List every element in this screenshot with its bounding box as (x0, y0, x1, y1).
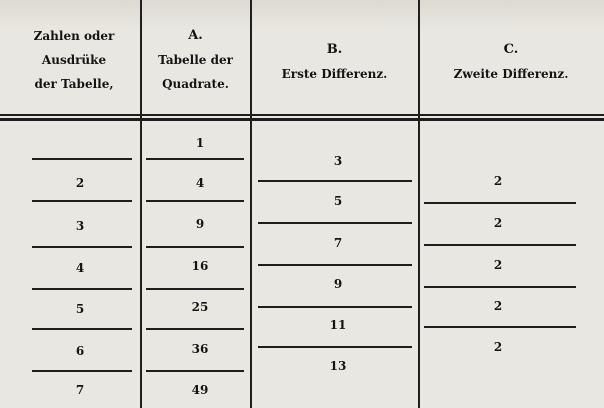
col2-value: 3 (333, 154, 343, 168)
row-rule (32, 328, 132, 330)
header-line: Tabelle der (158, 53, 233, 67)
col2-value: 7 (333, 236, 343, 250)
header-col1 (143, 24, 248, 96)
col2-value: 9 (333, 277, 343, 291)
col1-value: 9 (195, 217, 205, 231)
row-rule (424, 326, 576, 328)
column-rule (250, 0, 252, 408)
header-col0 (10, 24, 138, 96)
header-line: Zahlen oder (33, 29, 115, 43)
row-rule (146, 158, 244, 160)
col2-value: 13 (329, 359, 347, 373)
row-rule (32, 370, 132, 372)
col1-value: 1 (195, 136, 205, 150)
row-rule (146, 370, 244, 372)
row-rule (146, 200, 244, 202)
header-line: Erste Differenz. (281, 67, 388, 81)
row-rule (424, 286, 576, 288)
header-line: Zweite Differenz. (453, 67, 569, 81)
col2-value: 11 (329, 318, 347, 332)
row-rule (32, 288, 132, 290)
row-rule (32, 158, 132, 160)
col0-value: 6 (75, 344, 85, 358)
column-rule (140, 0, 142, 408)
col1-value: 16 (191, 259, 209, 273)
header-line: Ausdrüke (41, 53, 107, 67)
col3-value: 2 (493, 174, 503, 188)
row-rule (258, 264, 412, 266)
col3-value: 2 (493, 258, 503, 272)
col0-value: 4 (75, 261, 85, 275)
header-rule (0, 114, 604, 116)
row-rule (146, 246, 244, 248)
row-rule (424, 244, 576, 246)
col0-value: 5 (75, 302, 85, 316)
header-col2 (253, 38, 416, 86)
row-rule (258, 222, 412, 224)
row-rule (258, 180, 412, 182)
row-rule (146, 328, 244, 330)
col1-value: 4 (195, 176, 205, 190)
col1-value: 25 (191, 300, 209, 314)
col3-value: 2 (493, 299, 503, 313)
col1-value: 36 (191, 342, 209, 356)
header-line: Quadrate. (162, 77, 229, 91)
col2-value: 5 (333, 194, 343, 208)
row-rule (258, 306, 412, 308)
header-letter: A. (188, 28, 203, 43)
row-rule (258, 346, 412, 348)
header-line: der Tabelle, (34, 77, 114, 91)
col0-value: 3 (75, 219, 85, 233)
row-rule (32, 200, 132, 202)
col3-value: 2 (493, 216, 503, 230)
header-rule (0, 118, 604, 121)
column-rule (418, 0, 420, 408)
col0-value: 7 (75, 383, 85, 397)
col1-value: 49 (191, 383, 209, 397)
row-rule (424, 202, 576, 204)
header-col3 (421, 38, 601, 86)
header-letter: C. (503, 42, 519, 57)
row-rule (146, 288, 244, 290)
row-rule (32, 246, 132, 248)
col3-value: 2 (493, 340, 503, 354)
col0-value: 2 (75, 176, 85, 190)
header-letter: B. (326, 42, 343, 57)
